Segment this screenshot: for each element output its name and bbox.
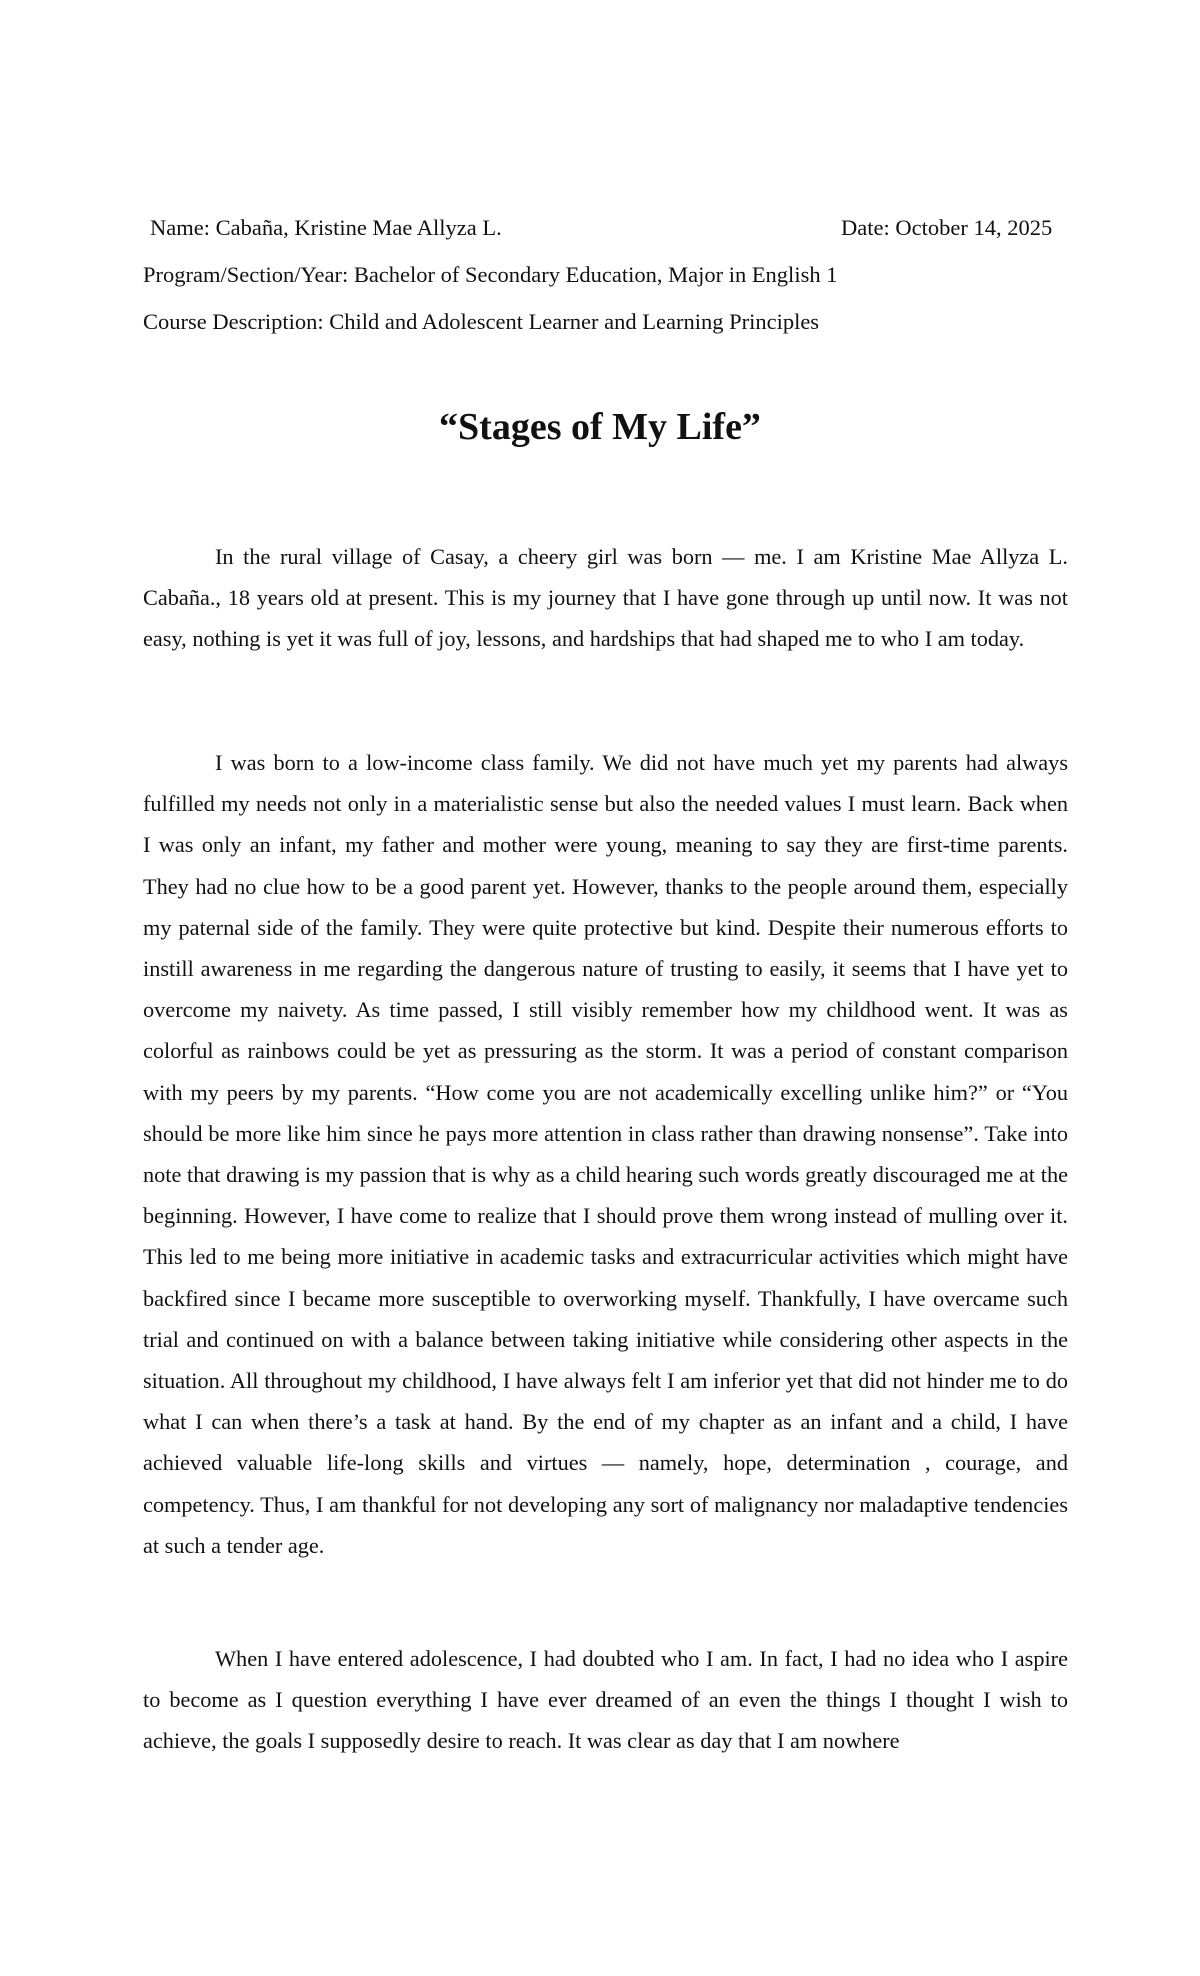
program-section-year: Program/Section/Year: Bachelor of Secondary Education, Major in English 1	[143, 262, 838, 287]
essay-title: “Stages of My Life”	[439, 406, 761, 448]
student-name: Name: Cabaña, Kristine Mae Allyza L.	[150, 215, 502, 240]
paragraph-introduction: In the rural village of Casay, a cheery girl was born — me. I am Kristine Mae Allyza L. Cabaña., 18 years old at present. This is my journey that I have gone through up until now. It was not easy, nothing is yet it was full of joy, lessons, and hardships that had shaped me to who I am today.	[143, 544, 1068, 652]
course-description: Course Description: Child and Adolescent Learner and Learning Principles	[143, 309, 820, 334]
submission-date: Date: October 14, 2025	[841, 215, 1053, 240]
paragraph-adolescence: When I have entered adolescence, I had doubted who I am. In fact, I had no idea who I aspire to become as I question everything I have ever dreamed of an even the things I thought I wish to achieve, the goals I supposedly desire to reach. It was clear as day that I am nowhere	[143, 1646, 1068, 1754]
paragraph-childhood: I was born to a low-income class family. We did not have much yet my parents had always fulfilled my needs not only in a materialistic sense but also the needed values I must learn. Back when I was only an infant, my father and mother were young, meaning to say they are first-time parents. They had no clue how to be a good parent yet. However, thanks to the people around them, especially my paternal side of the family. They were quite protective but kind. Despite their numerous efforts to instill awareness in me regarding the dangerous nature of trusting to easily, it seems that I have yet to overcome my naivety. As time passed, I still visibly remember how my childhood went. It was as colorful as rainbows could be yet as pressuring as the storm. It was a period of constant comparison with my peers by my parents. “How come you are not academically excelling unlike him?” or “You should be more like him since he pays more attention in class rather than drawing nonsense”. Take into note that drawing is my passion that is why as a child hearing such words greatly discouraged me at the beginning. However, I have come to realize that I should prove them wrong instead of mulling over it. This led to me being more initiative in academic tasks and extracurricular activities which might have backfired since I became more susceptible to overworking myself. Thankfully, I have overcame such trial and continued on with a balance between taking initiative while considering other aspects in the situation. All throughout my childhood, I have always felt I am inferior yet that did not hinder me to do what I can when there’s a task at hand. By the end of my chapter as an infant and a child, I have achieved valuable life-long skills and virtues — namely, hope, determination , courage, and competency. Thus, I am thankful for not developing any sort of malignancy nor maladaptive tendencies at such a tender age.	[143, 750, 1068, 1558]
